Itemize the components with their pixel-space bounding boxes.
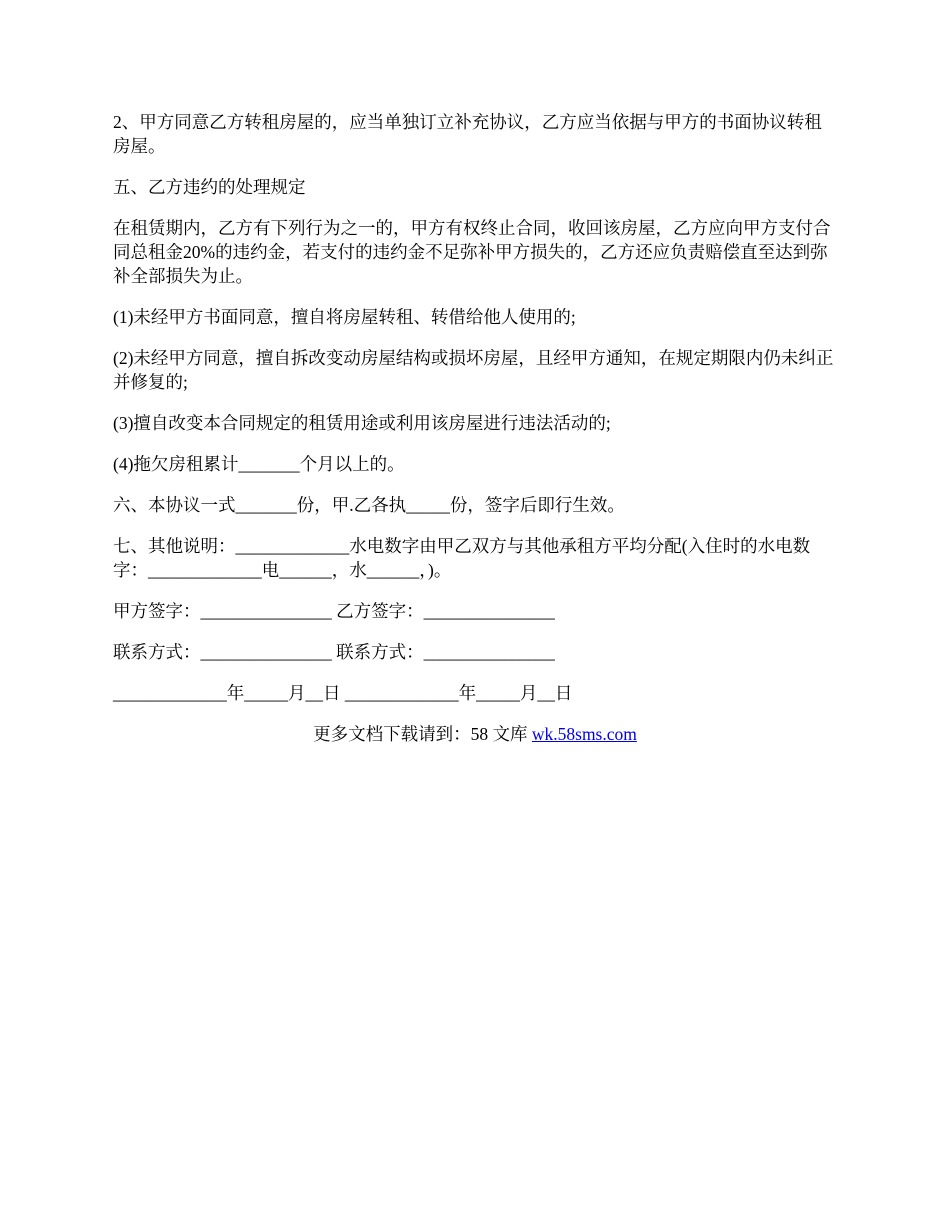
footer-prefix: 更多文档下载请到：58 文库 (313, 724, 532, 744)
document-page (113, 110, 837, 746)
clause-breach-penalty: 在租赁期内，乙方有下列行为之一的，甲方有权终止合同，收回该房屋，乙方应向甲方支付合同总租金20%的违约金，若支付的违约金不足弥补甲方损失的，乙方还应负责赔偿直至达到弥补全部损失为止。 (113, 218, 831, 286)
section-heading-breach: 五、乙方违约的处理规定 (113, 177, 306, 197)
footer-download-note (113, 722, 837, 746)
clause-item-1: (1)未经甲方书面同意，擅自将房屋转租、转借给他人使用的; (113, 307, 576, 327)
section-copies: 六、本协议一式_______份，甲.乙各执_____份，签字后即行生效。 (113, 495, 625, 515)
clause-sublease-agreement: 2、甲方同意乙方转租房屋的，应当单独订立补充协议，乙方应当依据与甲方的书面协议转租房屋。 (113, 112, 822, 156)
clause-item-3: (3)擅自改变本合同规定的租赁用途或利用该房屋进行违法活动的; (113, 413, 611, 433)
date-line: _____________年_____月__日 _____________年_____月__日 (113, 683, 573, 703)
footer-link[interactable]: wk.58sms.com (531, 724, 637, 744)
contact-line: 联系方式：_______________ 联系方式：_______________ (113, 642, 555, 662)
section-other-notes: 七、其他说明：_____________水电数字由甲乙双方与其他承租方平均分配(入住时的水电数字：_____________电______，水______，)。 (113, 536, 811, 580)
clause-item-2: (2)未经甲方同意，擅自拆改变动房屋结构或损坏房屋，且经甲方通知，在规定期限内仍未纠正并修复的; (113, 348, 834, 392)
signature-line: 甲方签字：_______________ 乙方签字：_______________ (113, 601, 555, 621)
clause-item-4: (4)拖欠房租累计_______个月以上的。 (113, 454, 405, 474)
